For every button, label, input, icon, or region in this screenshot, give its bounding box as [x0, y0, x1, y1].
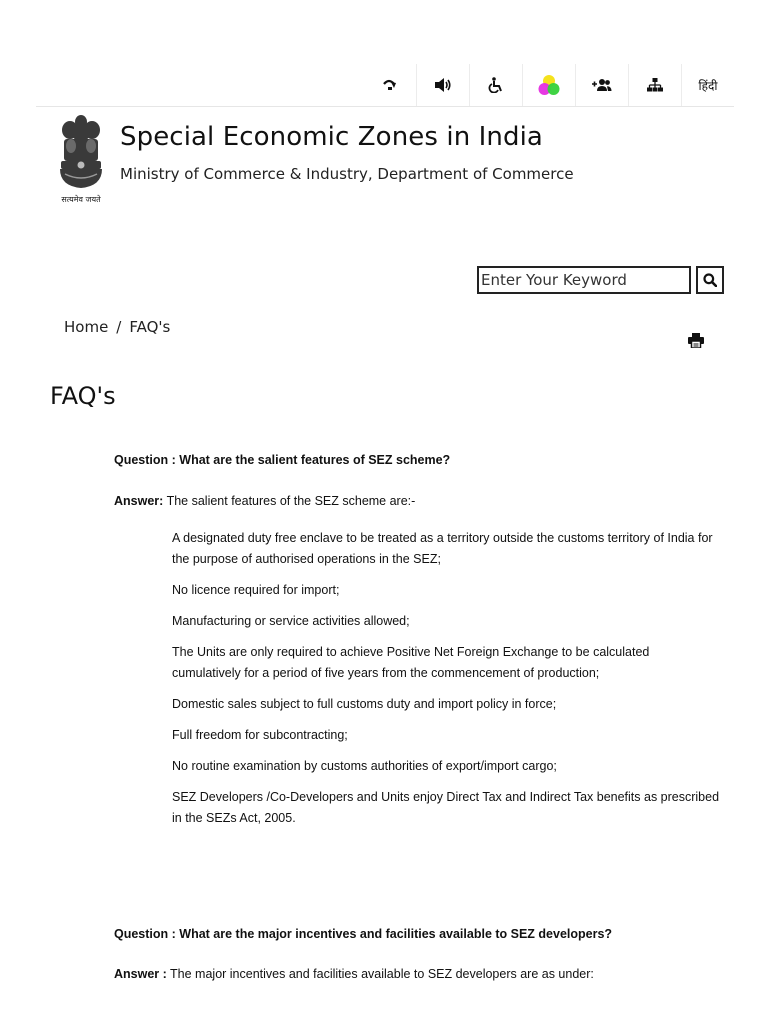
- color-circles-icon: [537, 74, 561, 96]
- emblem-caption: सत्यमेव जयते: [61, 195, 101, 204]
- search-input[interactable]: [477, 266, 691, 294]
- answer-label: Answer :: [114, 967, 167, 981]
- sitemap-icon: [647, 78, 663, 92]
- social-media-button[interactable]: [575, 64, 628, 106]
- list-item: No licence required for import;: [172, 583, 340, 597]
- skip-arrow-icon: [382, 79, 398, 91]
- search-icon: [703, 273, 717, 287]
- list-item: A designated duty free enclave to be treated as a territory outside the customs territory of India for the purpose of authorised operations in the SEZ;: [172, 531, 713, 566]
- list-item: SEZ Developers /Co-Developers and Units enjoy Direct Tax and Indirect Tax benefits as prescribed in the SEZs Act, 2005.: [172, 790, 720, 825]
- list-item: Manufacturing or service activities allowed;: [172, 614, 410, 628]
- list-item: The Units are only required to achieve Positive Net Foreign Exchange to be calculated cumulatively for a period of five years from the commencement of production;: [172, 645, 650, 680]
- features-list: [172, 528, 720, 839]
- breadcrumb-separator: /: [116, 318, 122, 336]
- national-emblem-logo: [52, 112, 110, 208]
- breadcrumb-home-link[interactable]: Home: [64, 318, 109, 336]
- skip-to-content-button[interactable]: [364, 64, 416, 106]
- toolbar-tools: [364, 64, 734, 106]
- page-title: FAQ's: [50, 382, 116, 410]
- accessibility-toolbar: [36, 64, 734, 107]
- breadcrumb: [64, 318, 170, 336]
- faq-question: Question : What are the salient features of SEZ scheme?: [114, 453, 451, 467]
- faq-answer: [114, 965, 594, 983]
- breadcrumb-current: FAQ's: [129, 318, 171, 336]
- language-hindi-link[interactable]: हिंदी: [681, 64, 734, 106]
- list-item: Full freedom for subcontracting;: [172, 728, 348, 742]
- sitemap-button[interactable]: [628, 64, 681, 106]
- site-title[interactable]: Special Economic Zones in India: [120, 122, 543, 152]
- color-contrast-button[interactable]: [522, 64, 575, 106]
- print-icon[interactable]: [688, 333, 704, 348]
- users-icon: [592, 78, 612, 92]
- search-form: [477, 266, 724, 294]
- site-subtitle: Ministry of Commerce & Industry, Department of Commerce: [120, 165, 574, 183]
- list-item: Domestic sales subject to full customs duty and import policy in force;: [172, 697, 557, 711]
- accessibility-button[interactable]: [469, 64, 522, 106]
- answer-label: Answer:: [114, 494, 164, 508]
- speaker-icon: [434, 78, 452, 92]
- answer-text: The major incentives and facilities available to SEZ developers are as under:: [166, 967, 594, 981]
- answer-text: The salient features of the SEZ scheme are:-: [163, 494, 416, 508]
- screen-reader-button[interactable]: [416, 64, 469, 106]
- search-button[interactable]: [696, 266, 724, 294]
- wheelchair-icon: [488, 77, 504, 93]
- faq-answer: [114, 492, 415, 510]
- faq-question: Question : What are the major incentives and facilities available to SEZ developers?: [114, 927, 613, 941]
- list-item: No routine examination by customs authorities of export/import cargo;: [172, 759, 557, 773]
